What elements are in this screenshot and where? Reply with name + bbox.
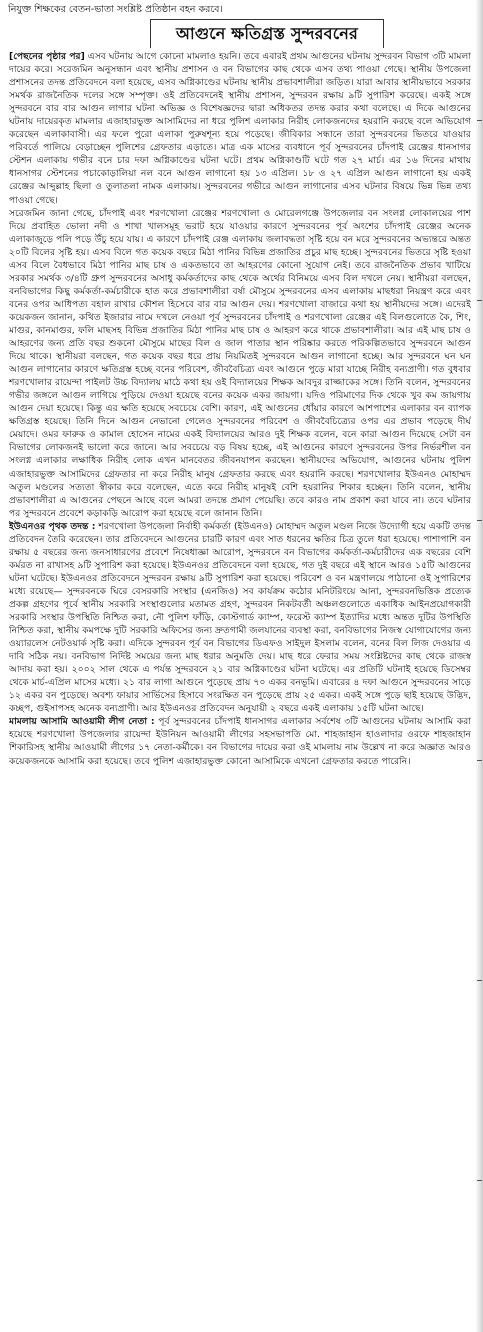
article-body <box>9 50 471 1326</box>
headline-box <box>150 19 384 48</box>
continued-from-marker: [পেছনের পৃষ্ঠার পর] <box>9 51 85 62</box>
subheading-uno-investigation: ইউএনওর পৃথক তদন্ত : <box>9 520 96 532</box>
paragraph-2: সরেজমিন জানা গেছে, চাঁদপাই এবং শরণখোলা রেঞ্জের শরণখোলা ও মোরেলগঞ্জে উপজেলার বন সংলগ্ন লোকালয়ের পাশ দিয়ে প্রবাহিত ভোলা নদী ও শাখা খালসমূহ ভরাট হয়ে যাওয়ার কারণে সুন্দরবনের পূর্ব অংশের চাঁদপাই রেঞ্জের অনেক এলাকাজুড়ে পলি পড়ে উঁচু হয়ে যায়। এ কারণে চাঁদপাই রেঞ্জ এলাকায় জলাবদ্ধতা সৃষ্টি হয়ে বন মরে সুন্দরবনের অভ্যন্তরে অন্তত ২০টি বিলের সৃষ্টি হয়। এসব বিলে গত কয়েক বছরে মিঠা পানির বিভিন্ন প্রজাতির প্রচুর মাছ হচ্ছে। সুন্দরবনের ভিতরে সৃষ্টি হওয়া এসব বিলে বৈধভাবে মিঠা পানির মাছ চাষ ও একতভাবে তা আহরণের কোনো সুযোগ নেই। তবে রাজনৈতিক প্রভাব খাটিয়ে সরকার সমর্থক ৩/৪টি গ্রুপ সুন্দরবনের অসাধু কর্মকর্তাদের কাছ থেকে অর্থের বিনিময়ে এসব বিল দখলে নেয়। স্থানীয়রা বলছেন, বনবিভাগের কিছু কর্মকর্তা-কর্মচারীকে হাত করে প্রভাবশালীরা বর্ষা মৌসুমে সুন্দরবনের এসব এলাকায় মাছধরা নিয়ন্ত্রণ করে এবং বনের ওপর আধিপত্য বহাল রাখার কৌশল হিসেবে বার বার আগুন দেয়। শরণখোলা বাজারে কথা হয় স্থানীয়দের সঙ্গে। এদেরই কয়েকজন জানান, কথিত ইজারার নামে দখলে নেওয়া পূর্ব সুন্দরবনের চাঁদপাই ও শরণখোলা রেঞ্জের এই বিলগুলোতে কৈ, শিং, মাগুর, কানমাগুর, ফলি মাছসহ বিভিন্ন প্রজাতির মিঠা পানির মাছ চাষ ও আহরণ করে থাকে প্রভাবশালীরা। আর এই মাছ চাষ ও আহরণের জন্য প্রতি বছর শুকনো মৌসুমে মাছের বিল ও জাল পাতার স্থান পরিষ্কার করতে পরিকল্পিতভাবে সুন্দরবনে আগুন দিয়ে থাকে। স্থানীয়রা বলছেন, গত কয়েক বছর ধরে প্রায় নিয়মিতই সুন্দরবনে আগুন লাগানো হচ্ছে। আর সুন্দরবনে ঘন ঘন আগুন লাগানোর কারণে ক্ষতিগ্রস্ত হচ্ছে বনের পরিবেশ, জীববৈচিত্র্য এবং আগুনে পুড়ে মারা যাচ্ছে নিরীহ বন্যপ্রাণী। গত বুধবার শরণখোলার রায়েন্দা পাইলট উচ্চ বিদ্যালয় মাঠে কথা হয় ওই বিদ্যালয়ের শিক্ষক আবদুর রাজ্জাকের সঙ্গে। তিনি বলেন, সুন্দরবনের গভীর জঙ্গলে আগুন লাগিয়ে পুড়িয়ে দেওয়া হয়েছে বনের কয়েক একর জায়গা। যদিও পরিমাণের দিক থেকে খুব কম জায়গায় আগুন দেয়া হয়েছে। কিন্তু এর ক্ষতি হয়েছে সবচেয়ে বেশি। কারণ, এই আগুনের ধোঁয়ার কারণে আশপাশের এলাকার বন ব্যাপক ক্ষতিগ্রস্ত হয়েছে। তিনি দিনে আগুন নেভানো গেলেও সুন্দরবনের পরিবেশ ও জীববৈচিত্র্যের ওপর এর প্রভাব পড়েছে দীর্ঘ মেয়াদে। ওমর ফারুক ও কামাল হোসেন নামের একই বিদ্যালয়ের আরও দুই শিক্ষক বলেন, বনে কারা আগুন দিয়েছে সেটা বন বিভাগের লোকজনই ভালো করে জানে। আর সবচেয়ে বড় বিষয় হচ্ছে, এই আগুনের কারণে সুন্দরবনের উপর নির্ভরশীল বন সংলগ্ন এলাকার লক্ষাধিক নিরীহ লোক এখন মানবেতর জীবনযাপন করছেন। স্থানীয়দের অভিযোগ, আগুনের ঘটনায় পুলিশ এজাহারভুক্ত আসামিদের গ্রেফতার না করে নিরীহ মানুষ গ্রেফতার করছে এবং হয়রানি করছে। শরণখোলার ইউএনও মোহাম্মদ অতুল মণ্ডলের সত্যতা স্বীকার করে বলেছেন, এতে করে নিরীহ মানুষই বেশি হয়রানির শিকার হচ্ছেন। তিনি বলেন, স্থানীয় প্রভাবশালীরা এ আগুনের পেছনে আছে বলে আমরা তদন্তে প্রমাণ পেয়েছি। তবে কারও নাম প্রকাশ করা যাবে না। তবে ঘটনার পর সুন্দরবনে প্রবেশে কড়াকড়ি আরোপ করা হয়েছে বলে জানান তিনি। <box>9 207 471 519</box>
paragraph-4 <box>9 715 471 767</box>
paragraph-3-text: শরণখোলা উপজেলা নির্বাহী কর্মকর্তা (ইউএনও) মোহাম্মদ অতুল মণ্ডল নিজে উদ্যোগী হয়ে একটি তদন্ত প্রতিবেদন তৈরি করেছেন। তার প্রতিবেদনে আগুনের চারটি কারণ এবং সাত ধরনের ক্ষতির চিত্র তুলে ধরা হয়েছে। পাশাপাশি বন রক্ষায় ৫ বছরের জন্য জনসাধারণের প্রবেশে নিষেধাজ্ঞা আরোপ, সুন্দরবনে বন বিভাগের কর্মকর্তা-কর্মচারীদের এক বছরের বেশি কর্মরত না রাখাসহ ৯টি সুপারিশ করা হয়েছে। ইউএনওর প্রতিবেদনে বলা হয়েছে, গত দুই বছরে এই স্থানে আরও ১৫টি আগুনের ঘটনা ঘটেছে। ইউএনওর প্রতিবেদনে সুন্দরবন রক্ষায় ৯টি সুপারিশ করা হয়েছে। পরিবেশ ও বন মন্ত্রণালয়ে পাঠানো ওই সুপারিশের মধ্যে রয়েছে— সুন্দরবনকে ঘিরে বেসরকারি সংস্থার (এনজিও) সব কার্যক্রম কঠোর মনিটরিংয়ে আনা, সুন্দরবনভিত্তিক প্রত্যেক প্রকল্প গ্রহণের পূর্বে স্থানীয় সরকারি সংস্থাগুলোর মতামত গ্রহণ, সুন্দরবন নিকটবর্তী অঞ্চলগুলোতে একাধিক আইনপ্রয়োগকারী সরকারি সংস্থার উপস্থিতি নিশ্চিত করা, নৌ পুলিশ ফাঁড়ি, কোস্টগার্ড ক্যাম্প, ফরেস্ট ক্যাম্প ইত্যাদির মধ্যে অন্তত দুটির উপস্থিতি নিশ্চিত করা, স্থানীয় কমপক্ষে দুটি সরকারি অফিসের জন্য দ্রুতগামী জলযানের ব্যবস্থা করা, বনবিভাগের নিজস্ব যোগাযোগের জন্য ওয়্যারলেস নেটওয়ার্ক সৃষ্টি করা। এদিকে সুন্দরবন পূর্ব বন বিভাগের ডিএফও সাইদুল ইসলাম বলেন, বনের বিল লিজ দেওয়ার এ দাবি সঠিক নয়। বনবিভাগ নির্দিষ্ট সময়ের জন্য মাছ ধরার অনুমতি দেয়। মাছ ধরে ফেরার সময় সংশ্লিষ্টদের কাছ থেকে রাজস্ব আদায় করা হয়। ২০০২ সাল থেকে এ পর্যন্ত সুন্দরবনে ২১ বার অগ্নিকাণ্ডের ঘটনা ঘটেছে। এর প্রতিটি ঘটনাই হয়েছে ডিসেম্বর থেকে মার্চ-এপ্রিল মাসের মধ্যে। ২১ বার লাগা আগুনে পুড়েছে প্রায় ৭০ একর বনভূমি। এবারের ৪ দফা আগুনে সুন্দরবনের সাড়ে ১২ একর বন পুড়েছে। অবশ্য ফায়ার সার্ভিসের হিসাবে সংরক্ষিত বন পুড়েছে প্রায় ২৫ একর। একই সঙ্গে পুড়ে ছাই হয়েছে উদ্ভিদ, কচ্ছপ, গুইসাপসহ অনেক বন্যপ্রাণী। আর ইউএনওর প্রতিবেদন অনুযায়ী ২ বছরে একই এলাকায় ১৫টি ঘটনা আছে। <box>9 520 471 715</box>
paragraph-4-text: পূর্ব সুন্দরবনের চাঁদপাই ধানসাগর এলাকার সর্বশেষ ৩টি আগুনের ঘটনায় আসামি করা হয়েছে শরণখোলা উপজেলার রায়েন্দা ইউনিয়ন আওয়ামী লীগের সহসভাপতি মো. শাহজাহান হাওলাদার ওরফে শাহজাহান শিকারিসহ স্থানীয় আওয়ামী লীগের ১৭ নেতা-কর্মীকে। বন বিভাগের দায়ের করা ওই মামলায় নাম উল্লেখ না করে অজ্ঞাত আরও কয়েকজনকে আসামি করা হয়েছে। তবে পুলিশ এজাহারভুক্ত কোনো আসামিকে এখনো গ্রেফতার করতে পারেনি। <box>9 716 471 767</box>
paragraph-1 <box>9 50 471 207</box>
adjacent-column-edge <box>475 0 483 1332</box>
previous-article-tail: নিযুক্ত শিক্ষকের বেতন-ভাতা সংশ্লিষ্ট প্রতিষ্ঠান বহন করবে। <box>8 4 223 15</box>
paragraph-3 <box>9 520 471 716</box>
headline: আগুনে ক্ষতিগ্রস্ত সুন্দরবনের <box>176 24 358 43</box>
paragraph-1-text: এসব ঘটনায় আগে কোনো মামলাও হয়নি। তবে এবারই প্রথম আগুনের ঘটনায় সুন্দরবন বিভাগ ৩টি মামলা দায়ের করে। সরেজমিন অনুসন্ধান এবং স্থানীয় প্রশাসন ও বন বিভাগের কাছ থেকে এসব তথ্য পাওয়া গেছে। স্থানীয় উপজেলা প্রশাসনের তদন্ত প্রতিবেদনে বলা হয়েছে, এসব অগ্নিকাণ্ডের ঘটনায় স্থানীয় প্রভাবশালীরা জড়িত। যারা আবার স্থানীয়ভাবে সরকার সমর্থক রাজনৈতিক দলের সঙ্গে সম্পৃক্ত। ওই প্রতিবেদনেই স্থানীয় প্রশাসন, সুন্দরবন রক্ষায় ৯টি সুপারিশ করেছে। একই সঙ্গে সুন্দরবনে বার বার আগুন লাগার ঘটনা অভিজ্ঞ ও বিশেষজ্ঞদের দ্বারা অধিকতর তদন্ত করার কথা বলেছে। এ দিকে আগুনের ঘটনায় দায়েরকৃত মামলার এজাহারভুক্ত আসামিদের না ধরে পুলিশ এলাকার নিরীহ লোকজনদের হয়রানি করছে বলে অভিযোগ করেছেন এলাকাবাসী। এর ফলে পুরো এলাকা পুরুষশূন্য হয়ে পড়েছে। জীবিকার সন্ধানে তারা সুন্দরবনের ভিতরে যাওয়ার পরিবর্তে পালিয়ে বেড়াচ্ছেন পুলিশের গ্রেফতার এড়াতে। মাত্র এক মাসের ব্যবধানে পূর্ব সুন্দরবনের চাঁদপাই রেঞ্জের ধানসাগর স্টেশন এলাকায় গভীর বনে চার দফা অগ্নিকাণ্ডের ঘটনা ঘটে। প্রথম অগ্নিকাণ্ডটি ঘটে গত ২৭ মার্চ। এর ১৬ দিনের মাথায় ধানসাগর স্টেশনের পচাকোড়ালিয়া নল বনে আগুন লাগানো হয় ১৩ এপ্রিল। ১৮ ও ২৭ এপ্রিল আগুন লাগানো হয় একই রেঞ্জের আব্দুল্লাহ ছিলা ও তুলাতলা নামক এলাকায়। সুন্দরবনের গভীরে আগুন লাগানোর এসব ঘটনার বিষয়ে ভিন্ন ভিন্ন তথ্য পাওয়া গেছে। <box>9 51 471 206</box>
subheading-accused-leaders: মামলায় আসামি আওয়ামী লীগ নেতা : <box>9 716 155 728</box>
